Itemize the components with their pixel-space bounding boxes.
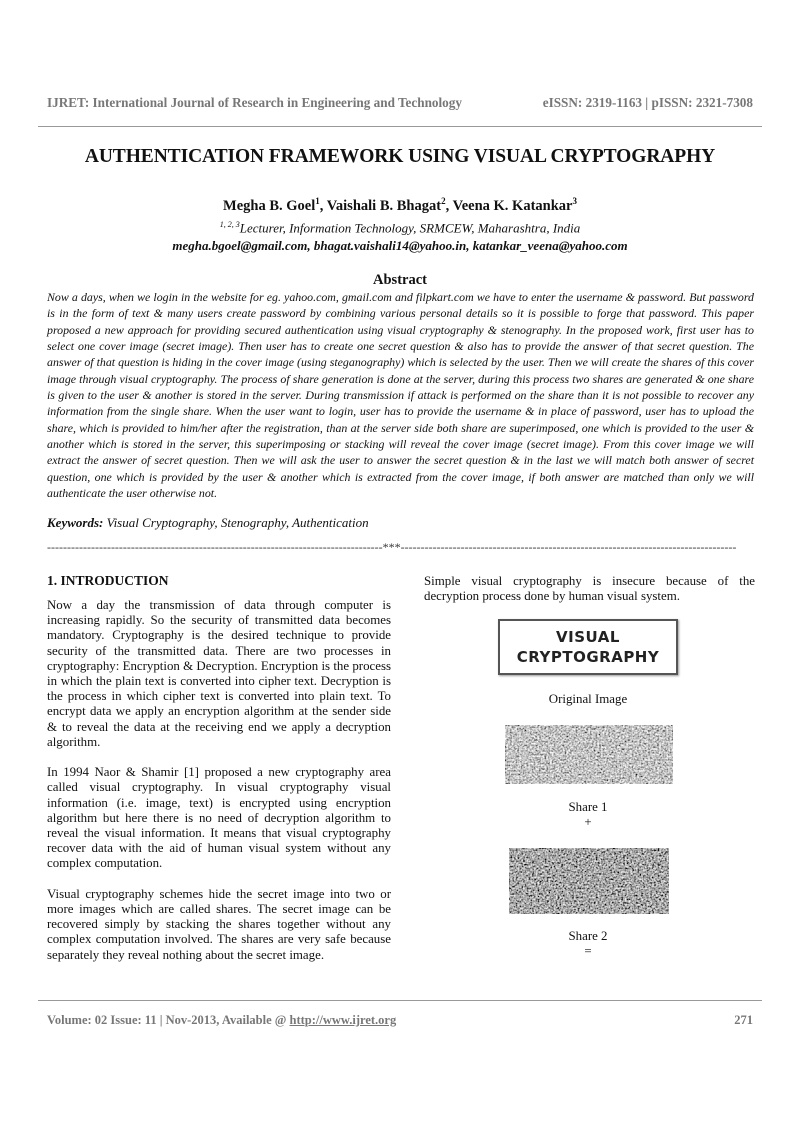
abstract-heading: Abstract: [373, 272, 427, 288]
footer-text: Volume: 02 Issue: 11 | Nov-2013, Available @: [47, 1013, 290, 1027]
header-rule: [38, 126, 762, 127]
plus-sign: +: [584, 815, 592, 829]
left-column: [47, 598, 391, 978]
paragraph: In 1994 Naor & Shamir [1] proposed a new cryptography area called visual cryptography. In visual cryptography visual information (i.e. image, text) is encrypted using encryption algorithm but here there is no need of decryption algorithm to reveal the visual information. It means that visual cryptography recover data with the aid of human visual system without any complex computation.: [47, 765, 391, 871]
caption-original: Original Image: [548, 692, 628, 706]
running-header: [47, 95, 753, 111]
author: Megha B. Goel: [223, 197, 316, 214]
abstract-text: Now a days, when we login in the website for eg. yahoo.com, gmail.com and filpkart.com we have to enter the username & password. But password is in the form of text & many users create password by combining various personal details so it is possible to forge that password. This paper proposed a new approach for providing secured authentication using visual cryptography & stenography. In the proposed work, first user has to select one cover image (secret image). Then user has to create one secret question & also has to provide the answer of that secret question. The answer of that question is hiding in the cover image (using steganography) which is selected by the user. Then we will create the shares of this cover image through visual cryptography. The process of share generation is done at the server, during this process two shares are generated & one share is given to the user & another is stored in the server. During transmission if attack is performed on the share than it is not possible to recover any information from the single share. When the user want to login, user has to provide the username & in place of password, user has to upload the share, which is provided to him/her after the registration, than at the server side both share are superimposed, one which is provided to the user & another which is stored in the server, this superimposing or stacking will reveal the cover image (secret image). From this cover image we will extract the answer of secret question. Then we will ask the user to answer the secret question & in the last we will match both answer of secret question, one which is provided by the user & another which is extracted from the cover image, if both answer are matched than only we will authenticate the user otherwise not.: [47, 290, 754, 501]
right-column: [424, 574, 755, 620]
section-separator: ------------------------------------------------------------------------------------***------------------------------------------------------------------------------------: [47, 540, 737, 554]
keywords-text: Visual Cryptography, Stenography, Authentication: [106, 515, 369, 530]
footer: [47, 1013, 753, 1028]
equals-sign: =: [584, 944, 592, 958]
email[interactable]: katankar_veena@yahoo.com: [472, 238, 628, 253]
email[interactable]: bhagat.vaishali14@yahoo.in: [313, 238, 467, 253]
emails: megha.bgoel@gmail.com, bhagat.vaishali14@yahoo.in, katankar_veena@yahoo.com: [172, 238, 628, 253]
footer-rule: [38, 1000, 762, 1001]
author: Veena K. Katankar: [452, 197, 573, 214]
keywords-label: Keywords:: [47, 515, 104, 530]
paper-title: AUTHENTICATION FRAMEWORK USING VISUAL CRYPTOGRAPHY: [84, 146, 716, 167]
caption-share-2: Share 2: [568, 929, 608, 943]
author-sup: 3: [572, 196, 577, 206]
original-image-text: VISUAL: [556, 628, 620, 646]
original-image: [498, 619, 678, 675]
author-sup: 2: [441, 196, 446, 206]
author-sup: 1: [315, 196, 320, 206]
journal-name: IJRET: International Journal of Research in Engineering and Technology: [47, 95, 462, 110]
paragraph: Simple visual cryptography is insecure because of the decryption process done by human visual system.: [424, 574, 755, 604]
keywords: [47, 515, 369, 531]
share-2-image: [509, 848, 669, 914]
author: Vaishali B. Bhagat: [326, 197, 442, 214]
authors: Megha B. Goel$^1$, Vaishali B. Bhagat$^2$, Veena K. Katankar$^3$: [223, 196, 577, 214]
share-1-image: [505, 725, 673, 784]
affiliation-sup: 1, 2, 3: [219, 220, 240, 229]
original-image-text: CRYPTOGRAPHY: [516, 648, 660, 666]
journal-link[interactable]: http://www.ijret.org: [289, 1013, 397, 1027]
caption-share-1: Share 1: [568, 800, 608, 814]
page-number: 271: [734, 1013, 753, 1027]
paragraph: Now a day the transmission of data through computer is increasing rapidly. So the security of transmitted data becomes mandatory. Cryptography is the desired technique to provide security of the transmitted data. There are two processes in cryptography: Encryption & Decryption. Encryption is the process in which the plain text is converted into cipher text. Decryption is the process in which cipher text is converted into plain text. To encrypt data we apply an encryption algorithm at the sender side & to reveal the data at the receiving end we apply a decryption algorithm.: [47, 598, 391, 749]
affiliation-text: Lecturer, Information Technology, SRMCEW, Maharashtra, India: [239, 220, 581, 236]
affiliation: [0, 220, 800, 236]
email[interactable]: megha.bgoel@gmail.com: [172, 238, 308, 253]
separator-stars: ***: [382, 540, 401, 554]
section-heading-introduction: 1. INTRODUCTION: [47, 573, 169, 588]
issn: eISSN: 2319-1163 | pISSN: 2321-7308: [542, 95, 753, 110]
paragraph: Visual cryptography schemes hide the secret image into two or more images which are called shares. The secret image can be recovered simply by stacking the shares together without any complex computation involved. The shares are very safe because separately they reveal nothing about the secret image.: [47, 886, 391, 962]
